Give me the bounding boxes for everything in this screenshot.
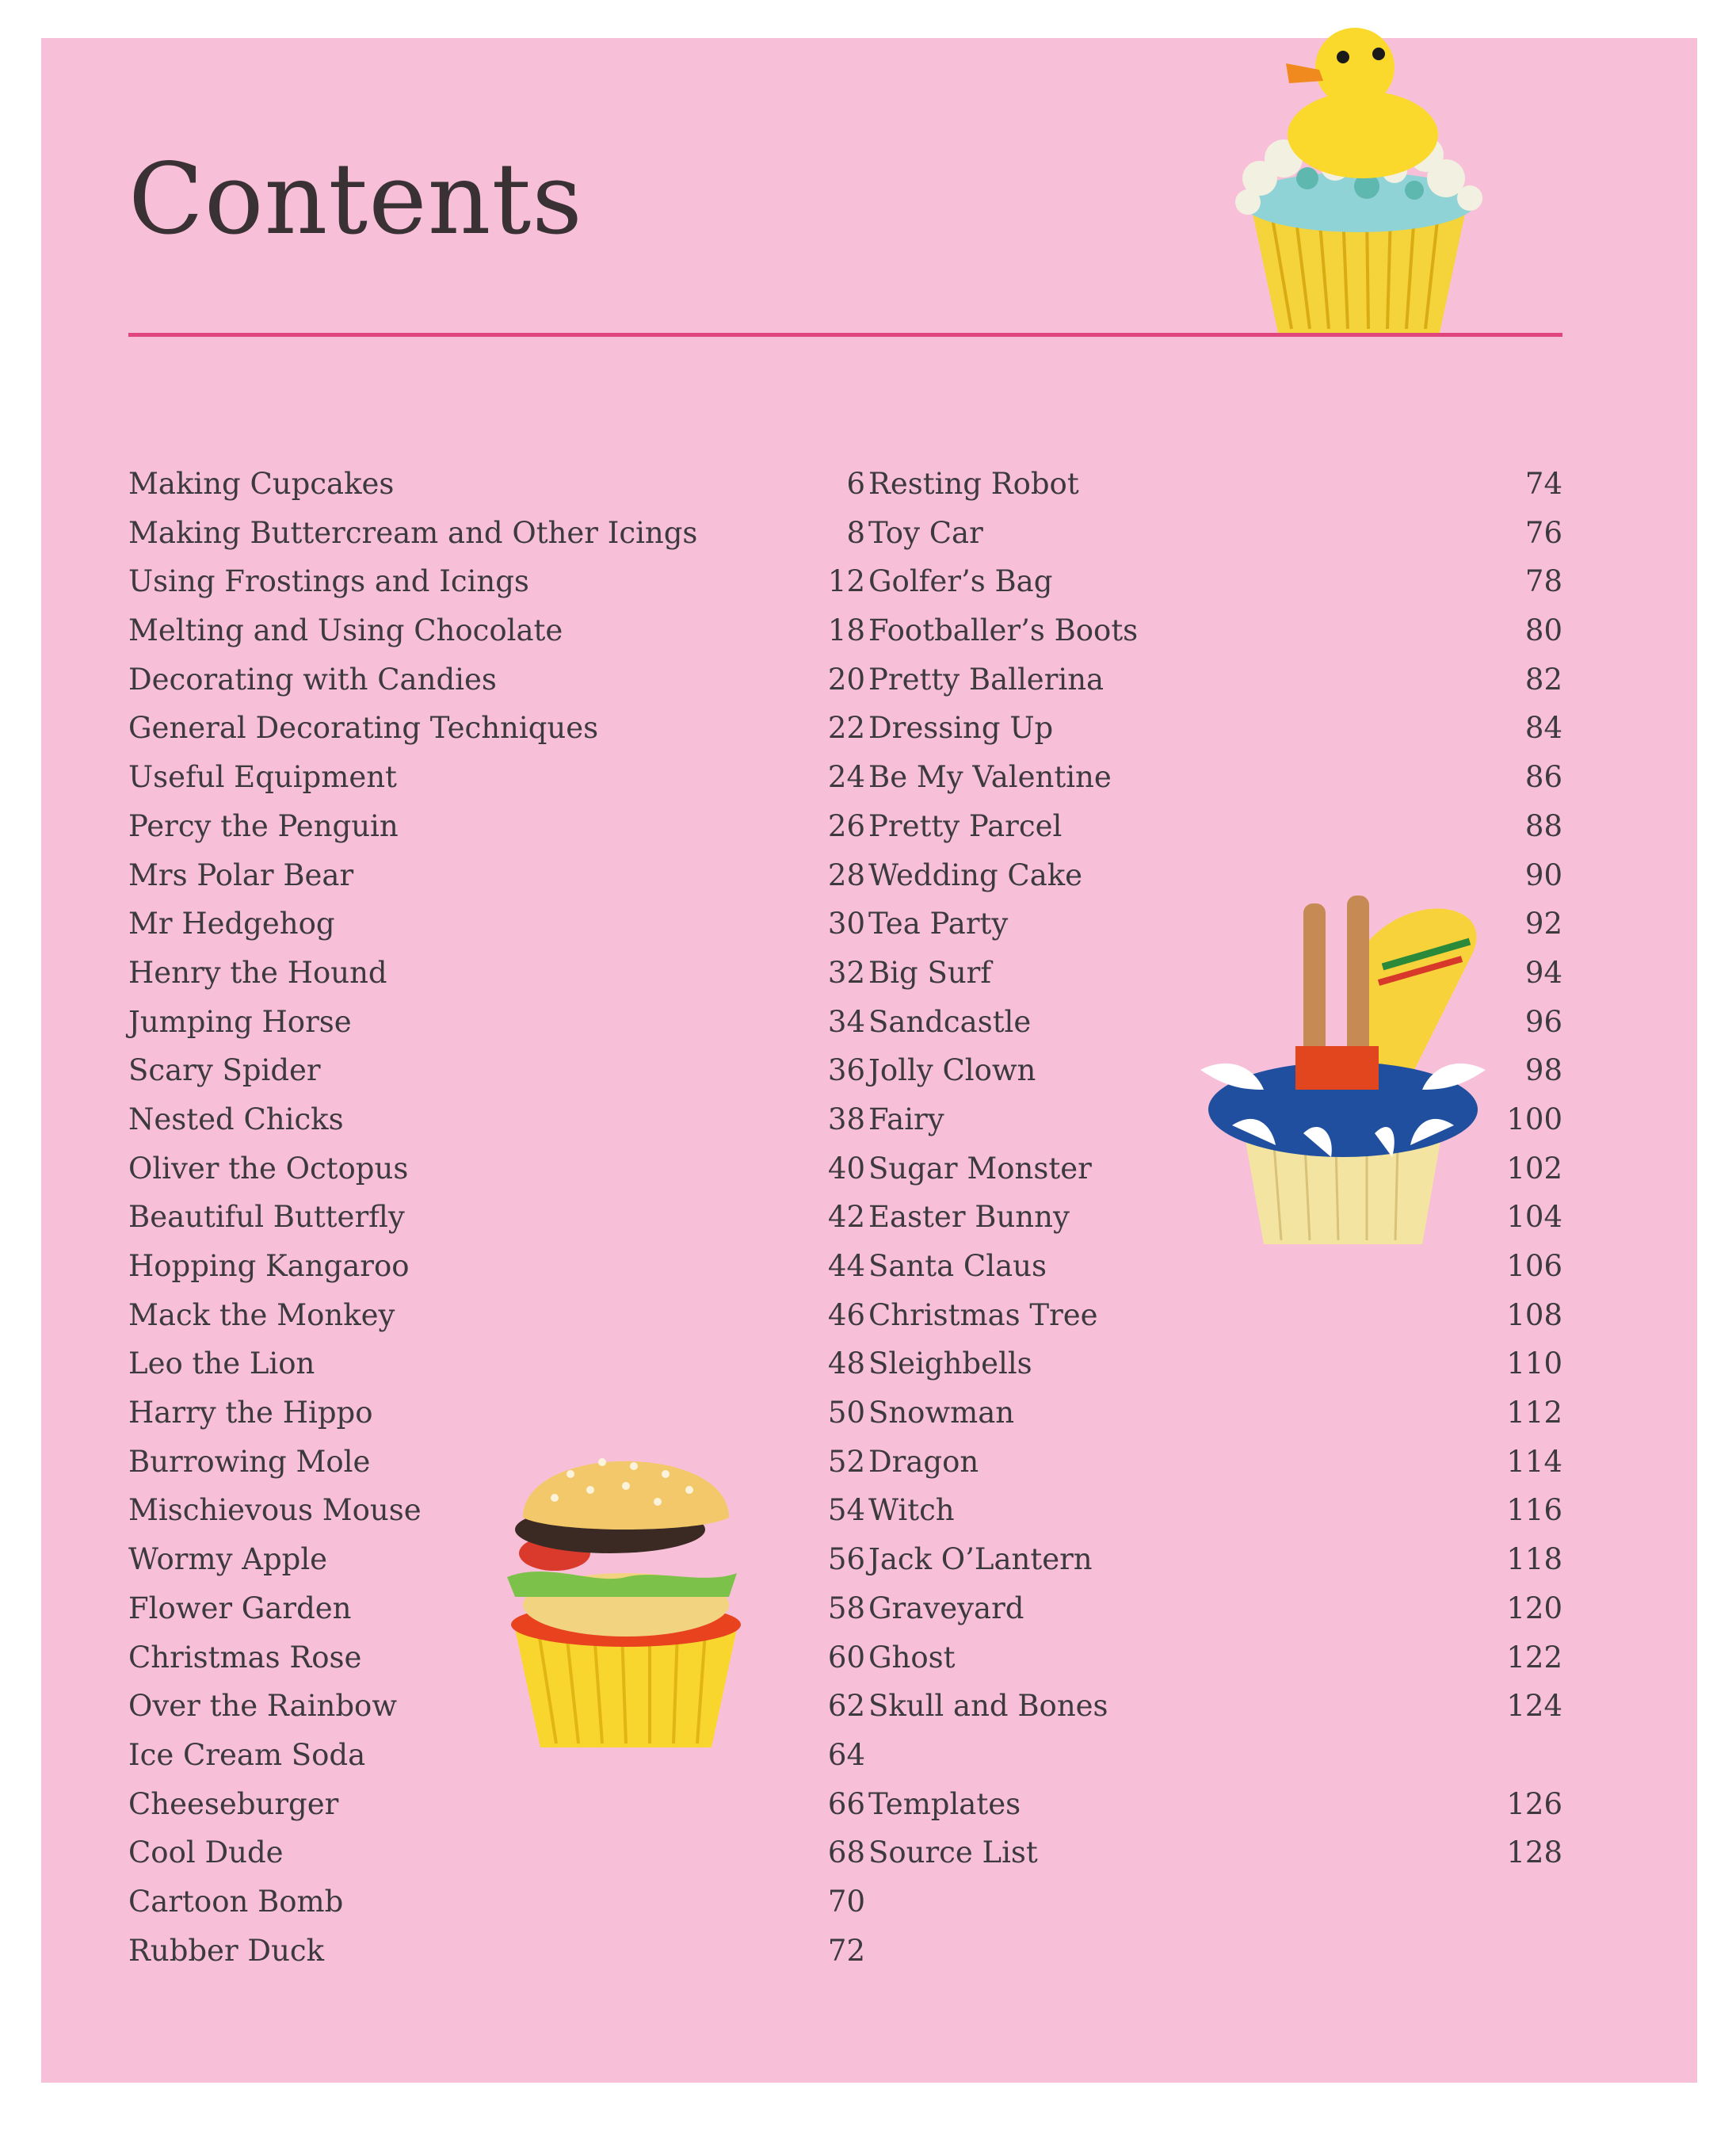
toc-entry-title: Making Buttercream and Other Icings: [128, 515, 698, 550]
toc-entry: [128, 1054, 865, 1103]
toc-entry-page: 110: [1506, 1346, 1562, 1381]
section-spacer: [868, 1739, 1562, 1788]
duck-eye: [1372, 48, 1385, 60]
rubber-duck-cupcake-photo: [1216, 8, 1501, 341]
toc-entry: [128, 1250, 865, 1299]
toc-entry-page: 32: [827, 955, 865, 990]
toc-entry-title: Decorating with Candies: [128, 662, 497, 697]
toc-entry-title: Making Cupcakes: [128, 467, 395, 501]
toc-entry-title: Resting Robot: [868, 467, 1079, 501]
toc-entry-title: Wormy Apple: [128, 1542, 328, 1577]
toc-entry: [128, 565, 865, 614]
toc-entry-page: 100: [1506, 1102, 1562, 1136]
toc-entry-title: Nested Chicks: [128, 1102, 344, 1136]
toc-entry-title: Pretty Parcel: [868, 808, 1063, 843]
toc-entry-title: Percy the Penguin: [128, 808, 399, 843]
toc-entry-title: Snowman: [868, 1396, 1015, 1430]
toc-entry-page: 62: [827, 1689, 865, 1724]
surfer-shorts: [1295, 1046, 1379, 1090]
toc-entry-title: Rubber Duck: [128, 1933, 325, 1968]
toc-entry: [868, 1788, 1562, 1837]
toc-entry-title: Mrs Polar Bear: [128, 857, 354, 892]
toc-entry-page: 46: [827, 1297, 865, 1332]
toc-entry-title: General Decorating Techniques: [128, 711, 599, 746]
toc-entry: [128, 1201, 865, 1250]
toc-entry-page: 18: [827, 613, 865, 648]
toc-entry-page: 80: [1524, 613, 1562, 648]
toc-entry: [128, 1103, 865, 1152]
toc-entry-page: 22: [827, 711, 865, 746]
toc-entry-page: 34: [827, 1004, 865, 1039]
toc-entry-page: 70: [827, 1884, 865, 1919]
surfer-leg: [1303, 903, 1326, 1062]
toc-entry-page: 104: [1506, 1200, 1562, 1235]
toc-entry-page: 50: [827, 1396, 865, 1430]
toc-entry-title: Dragon: [868, 1444, 979, 1479]
toc-entry-title: Cool Dude: [128, 1835, 284, 1870]
toc-entry: [128, 1347, 865, 1396]
toc-entry: [128, 1152, 865, 1201]
toc-entry-page: 44: [827, 1249, 865, 1283]
toc-entry: [868, 565, 1562, 614]
toc-entry-title: Graveyard: [868, 1591, 1024, 1625]
toc-entry-title: Ghost: [868, 1640, 956, 1675]
toc-entry-title: Ice Cream Soda: [128, 1737, 366, 1772]
toc-entry-title: Source List: [868, 1835, 1038, 1870]
toc-entry-page: 26: [827, 808, 865, 843]
toc-entry: [128, 957, 865, 1006]
toc-entry-title: Golfer’s Bag: [868, 564, 1053, 599]
toc-entry-page: 72: [827, 1933, 865, 1968]
toc-entry-page: 88: [1524, 808, 1562, 843]
toc-entry: [128, 1690, 865, 1739]
toc-entry: [128, 1836, 865, 1885]
toc-entry-page: 128: [1506, 1835, 1562, 1870]
big-surf-cupcake-photo: [1185, 872, 1501, 1252]
toc-entry-title: Sleighbells: [868, 1346, 1032, 1381]
toc-entry-page: 76: [1524, 515, 1562, 550]
toc-entry-page: 82: [1524, 662, 1562, 697]
toc-entry-title: Mischievous Mouse: [128, 1493, 422, 1528]
toc-entry-page: 126: [1506, 1786, 1562, 1821]
page-title: Contents: [128, 143, 583, 257]
toc-entry-page: 122: [1506, 1640, 1562, 1675]
toc-entry: [868, 517, 1562, 566]
toc-entry-title: Scary Spider: [128, 1053, 321, 1088]
toc-entry: [128, 614, 865, 663]
toc-entry: [868, 1347, 1562, 1396]
toc-entry-page: 114: [1506, 1444, 1562, 1479]
toc-entry: [128, 1885, 865, 1934]
toc-entry-title: Fairy: [868, 1102, 944, 1136]
toc-entry: [128, 1299, 865, 1348]
toc-entry: [128, 517, 865, 566]
toc-entry: [128, 1396, 865, 1446]
toc-entry-title: Over the Rainbow: [128, 1689, 397, 1724]
toc-entry: [128, 1494, 865, 1543]
toc-entry-title: Pretty Ballerina: [868, 662, 1105, 697]
toc-entry: [128, 907, 865, 957]
toc-entry-title: Christmas Tree: [868, 1297, 1098, 1332]
toc-entry-title: Sugar Monster: [868, 1151, 1092, 1186]
toc-entry-page: 120: [1506, 1591, 1562, 1625]
toc-entry-page: 36: [827, 1053, 865, 1088]
toc-entry-page: 24: [827, 760, 865, 795]
toc-entry-page: 102: [1506, 1151, 1562, 1186]
duck-head: [1315, 28, 1395, 107]
toc-entry: [128, 1788, 865, 1837]
toc-entry: [868, 1446, 1562, 1495]
toc-entry-title: Burrowing Mole: [128, 1444, 371, 1479]
toc-entry-title: Oliver the Octopus: [128, 1151, 409, 1186]
toc-entry-page: 84: [1524, 711, 1562, 746]
toc-entry-title: Jumping Horse: [128, 1004, 352, 1039]
toc-entry: [128, 712, 865, 761]
toc-entry-title: Henry the Hound: [128, 955, 387, 990]
toc-entry-page: 112: [1506, 1396, 1562, 1430]
toc-entry-page: 30: [827, 907, 865, 941]
duck-eye: [1337, 51, 1349, 63]
toc-entry-page: 58: [827, 1591, 865, 1625]
toc-entry-page: 12: [827, 564, 865, 599]
toc-entry-title: Hopping Kangaroo: [128, 1249, 410, 1283]
toc-entry-title: Mack the Monkey: [128, 1297, 395, 1332]
toc-entry-title: Be My Valentine: [868, 760, 1112, 795]
toc-entry: [868, 1641, 1562, 1690]
toc-entry-page: 8: [846, 515, 865, 550]
toc-entry-title: Christmas Rose: [128, 1640, 362, 1675]
toc-entry-title: Mr Hedgehog: [128, 907, 335, 941]
toc-entry: [128, 468, 865, 517]
toc-entry-title: Dressing Up: [868, 711, 1054, 746]
toc-entry-page: 106: [1506, 1249, 1562, 1283]
toc-entry-page: 28: [827, 857, 865, 892]
toc-entry: [868, 1592, 1562, 1641]
toc-entry-page: 66: [827, 1786, 865, 1821]
toc-entry-page: 68: [827, 1835, 865, 1870]
toc-entry: [868, 810, 1562, 859]
toc-entry: [128, 1934, 865, 1984]
toc-entry-title: Big Surf: [868, 955, 992, 990]
toc-entry-title: Toy Car: [868, 515, 983, 550]
toc-entry-page: 60: [827, 1640, 865, 1675]
toc-entry: [868, 1396, 1562, 1446]
toc-entry-title: Sandcastle: [868, 1004, 1032, 1039]
toc-entry: [868, 761, 1562, 810]
toc-entry: [128, 1592, 865, 1641]
toc-entry: [128, 1641, 865, 1690]
toc-entry-page: 78: [1524, 564, 1562, 599]
toc-entry-page: 38: [827, 1102, 865, 1136]
toc-entry: [128, 1543, 865, 1592]
toc-entry-title: Easter Bunny: [868, 1200, 1070, 1235]
toc-entry-page: 48: [827, 1346, 865, 1381]
toc-entry-page: 116: [1506, 1493, 1562, 1528]
toc-entry-page: 56: [827, 1542, 865, 1577]
toc-entry-page: 6: [846, 467, 865, 501]
toc-entry-page: 40: [827, 1151, 865, 1186]
toc-entry-title: Templates: [868, 1786, 1021, 1821]
toc-entry-title: Beautiful Butterfly: [128, 1200, 405, 1235]
toc-entry-page: 94: [1524, 955, 1562, 990]
toc-entry-page: 96: [1524, 1004, 1562, 1039]
toc-entry: [868, 1690, 1562, 1739]
toc-entry-title: Santa Claus: [868, 1249, 1047, 1283]
toc-entry-title: Jack O’Lantern: [868, 1542, 1093, 1577]
toc-entry-title: Melting and Using Chocolate: [128, 613, 563, 648]
toc-entry: [868, 1494, 1562, 1543]
toc-entry: [128, 761, 865, 810]
toc-entry-page: 98: [1524, 1053, 1562, 1088]
toc-entry-title: Leo the Lion: [128, 1346, 315, 1381]
toc-entry-page: 52: [827, 1444, 865, 1479]
toc-entry-title: Useful Equipment: [128, 760, 397, 795]
toc-entry-title: Witch: [868, 1493, 955, 1528]
cheeseburger-cupcake-photo: [499, 1426, 753, 1751]
toc-entry: [128, 1006, 865, 1055]
toc-entry-page: 54: [827, 1493, 865, 1528]
toc-entry: [868, 614, 1562, 663]
surfer-leg: [1347, 896, 1369, 1062]
toc-entry: [128, 810, 865, 859]
toc-entry-page: 118: [1506, 1542, 1562, 1577]
toc-entry-title: Using Frostings and Icings: [128, 564, 529, 599]
toc-entry: [868, 663, 1562, 712]
toc-entry-title: Jolly Clown: [868, 1053, 1036, 1088]
toc-entry: [868, 468, 1562, 517]
toc-entry-title: Cheeseburger: [128, 1786, 339, 1821]
toc-entry-title: Skull and Bones: [868, 1689, 1108, 1724]
toc-entry: [868, 712, 1562, 761]
toc-entry: [128, 1446, 865, 1495]
toc-entry-page: 64: [827, 1737, 865, 1772]
toc-entry: [868, 1836, 1562, 1885]
toc-entry-page: 108: [1506, 1297, 1562, 1332]
toc-entry-page: 42: [827, 1200, 865, 1235]
toc-entry: [868, 1299, 1562, 1348]
toc-entry-title: Cartoon Bomb: [128, 1884, 344, 1919]
toc-entry: [128, 1739, 865, 1788]
toc-entry: [128, 859, 865, 908]
contents-column-left: [128, 468, 865, 1983]
toc-entry: [868, 1543, 1562, 1592]
toc-entry-title: Footballer’s Boots: [868, 613, 1139, 648]
toc-entry-page: 86: [1524, 760, 1562, 795]
toc-entry-title: Flower Garden: [128, 1591, 352, 1625]
toc-entry: [868, 1250, 1562, 1299]
toc-entry-title: Tea Party: [868, 907, 1009, 941]
toc-entry-page: 124: [1506, 1689, 1562, 1724]
toc-entry-page: 20: [827, 662, 865, 697]
toc-entry: [128, 663, 865, 712]
toc-entry-page: 74: [1524, 467, 1562, 501]
toc-entry-page: 92: [1524, 907, 1562, 941]
toc-entry-page: 90: [1524, 857, 1562, 892]
toc-entry-title: Wedding Cake: [868, 857, 1083, 892]
toc-entry-title: Harry the Hippo: [128, 1396, 373, 1430]
